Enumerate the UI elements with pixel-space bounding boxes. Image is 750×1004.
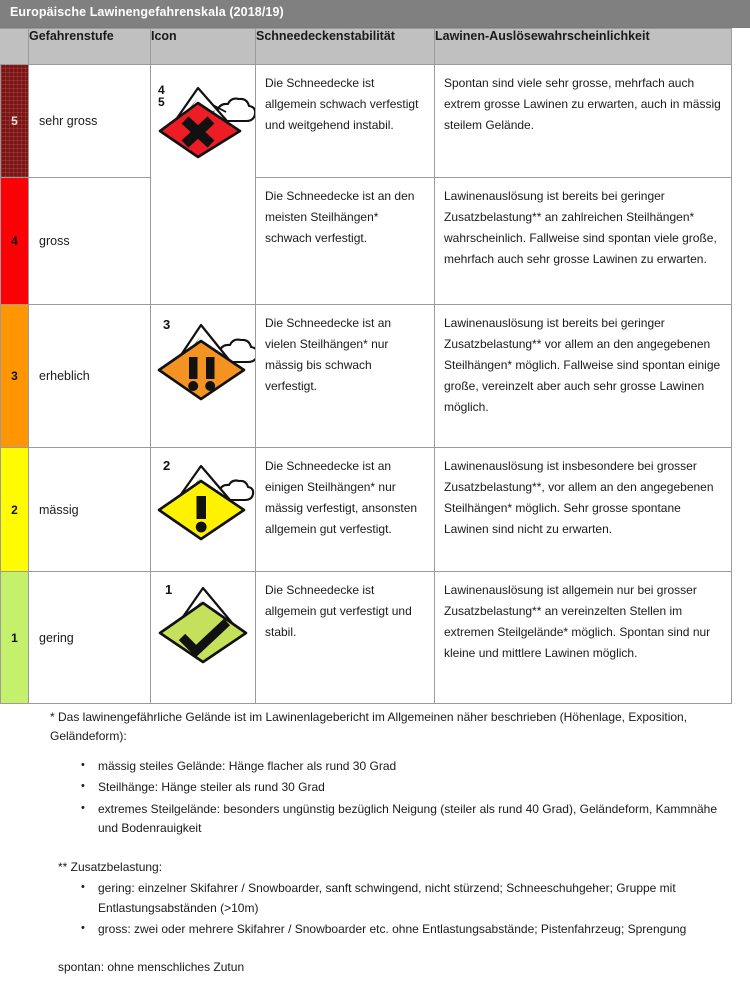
danger-level-name-1: gering: [29, 572, 151, 704]
danger-level-name-2: mässig: [29, 448, 151, 572]
bullet-icon: •: [81, 921, 85, 934]
stability-text-4: Die Schneedecke ist an den meisten Steilhängen* schwach verfestigt.: [256, 178, 435, 305]
icon-wrap-level-2: [151, 448, 255, 552]
bullet-icon: •: [81, 780, 85, 793]
stability-text-5: Die Schneedecke ist allgemein schwach verfestigt und weitgehend instabil.: [256, 65, 435, 178]
probability-text-1: Lawinenauslösung ist allgemein nur bei grosser Zusatzbelastung** an vereinzelten Stellen im extremen Steilgelände* möglich. Spontan sind nur kleine und mittlere Lawinen möglich.: [435, 572, 732, 704]
table-row: [1, 65, 732, 178]
column-header-color: [1, 29, 29, 65]
column-header-icon: Icon: [151, 29, 256, 65]
bullet-icon: •: [81, 881, 85, 894]
list-item: [81, 778, 720, 797]
danger-level-4-5-icon: [151, 65, 255, 159]
danger-color-swatch-3: [1, 305, 29, 448]
probability-text-5: Spontan sind viele sehr grosse, mehrfach auch extrem grosse Lawinen zu erwarten, auch in mässig steilem Gelände.: [435, 65, 732, 178]
danger-level-name-3: erheblich: [29, 305, 151, 448]
table-row: [1, 178, 732, 305]
svg-text:5: 5: [158, 95, 165, 109]
list-item: [81, 800, 720, 839]
stability-text-1: Die Schneedecke ist allgemein gut verfestigt und stabil.: [256, 572, 435, 704]
danger-level-number-4: 4: [11, 234, 18, 248]
icon-wrap-level-4-5: [151, 65, 255, 159]
danger-level-number-2: 2: [11, 502, 18, 517]
list-item-label: gering: einzelner Skifahrer / Snowboarder, sanft schwingend, nicht stürzend; Schneeschuhgeher; Gruppe mit Entlastungsabständen (>10m): [98, 881, 676, 915]
table-header: [1, 29, 732, 65]
table-row: [1, 448, 732, 572]
list-item-label: extremes Steilgelände: besonders ungünstig bezüglich Neigung (steiler als rund 40 Grad), Geländeform, Kammnähe und Bodenrauigkeit: [98, 801, 718, 836]
danger-color-swatch-5: [1, 65, 29, 178]
table-row: [1, 305, 732, 448]
danger-color-swatch-4: [1, 178, 29, 305]
svg-text:2: 2: [163, 458, 171, 473]
icon-wrap-level-3: [151, 305, 255, 415]
additional-load-list: [0, 879, 750, 939]
danger-level-number-1: 1: [11, 630, 18, 645]
list-item: [81, 920, 720, 939]
icon-cell-level-1: [151, 572, 256, 704]
icon-cell-level-2: [151, 448, 256, 572]
column-header-auslesewahrscheinlichkeit: Lawinen-Auslösewahrscheinlichkeit: [435, 29, 732, 65]
danger-color-swatch-1: [1, 572, 29, 704]
danger-level-number-3: 3: [11, 369, 18, 383]
danger-level-number-5: 5: [11, 114, 18, 128]
stability-text-2: Die Schneedecke ist an einigen Steilhängen* nur mässig verfestigt, ansonsten allgemein gut verfestigt.: [256, 448, 435, 572]
additional-load-heading: ** Zusatzbelastung:: [58, 859, 163, 874]
footnotes-section: [0, 708, 750, 978]
probability-text-3: Lawinenauslösung ist bereits bei geringer Zusatzbelastung** vor allem an den angegebenen Steilhängen* möglich. Fallweise sind spontan einige große, vereinzelt aber auch sehr grosse Lawinen möglich.: [435, 305, 732, 448]
column-header-schneedeckenstabilitaet: Schneedeckenstabilität: [256, 29, 435, 65]
list-item-label: gross: zwei oder mehrere Skifahrer / Snowboarder etc. ohne Entlastungsabstände; Pistenfahrzeug; Sprengung: [98, 921, 687, 936]
svg-text:4: 4: [158, 83, 165, 97]
column-header-gefahrenstufe: Gefahrenstufe: [29, 29, 151, 65]
table-row: [1, 572, 732, 704]
danger-level-1-icon: [151, 572, 255, 676]
bullet-icon: •: [81, 758, 85, 771]
list-item: [81, 879, 720, 918]
danger-level-name-4: gross: [29, 178, 151, 305]
danger-level-3-icon: [151, 305, 255, 415]
table-body: [1, 65, 732, 704]
list-item: [81, 757, 720, 776]
single-exclamation-icon: [196, 496, 207, 532]
svg-text:1: 1: [165, 582, 173, 597]
danger-level-name-5: sehr gross: [29, 65, 151, 178]
danger-level-2-icon: [151, 448, 255, 552]
table-header-row: [1, 29, 732, 65]
terrain-definition-list: [0, 757, 750, 839]
avalanche-danger-scale-table: [0, 28, 732, 704]
page-title-bar: [0, 0, 750, 28]
stability-text-3: Die Schneedecke ist an vielen Steilhängen* nur mässig bis schwach verfestigt.: [256, 305, 435, 448]
list-item-label: mässig steiles Gelände: Hänge flacher als rund 30 Grad: [98, 758, 397, 773]
spontaneous-definition: spontan: ohne menschliches Zutun: [58, 960, 245, 975]
bullet-icon: •: [81, 801, 85, 814]
icon-cell-level-3: [151, 305, 256, 448]
terrain-footnote-intro: * Das lawinengefährliche Gelände ist im Lawinenlagebericht im Allgemeinen näher beschrieben (Höhenlage, Exposition, Geländeform):: [50, 710, 688, 744]
probability-text-2: Lawinenauslösung ist insbesondere bei grosser Zusatzbelastung**, vor allem an den angegebenen Steilhängen* möglich. Sehr grosse spontane Lawinen sind nicht zu erwarten.: [435, 448, 732, 572]
page-title: Europäische Lawinengefahrenskala (2018/19): [10, 5, 284, 19]
svg-text:3: 3: [163, 317, 171, 332]
list-item-label: Steilhänge: Hänge steiler als rund 30 Grad: [98, 780, 325, 795]
danger-color-swatch-2: [1, 448, 29, 572]
icon-cell-level-4-5: [151, 65, 256, 305]
probability-text-4: Lawinenauslösung ist bereits bei geringer Zusatzbelastung** an zahlreichen Steilhängen* wahrscheinlich. Fallweise sind spontan viele große, mehrfach auch sehr grosse Lawinen zu erwarten.: [435, 178, 732, 305]
icon-wrap-level-1: [151, 572, 255, 676]
